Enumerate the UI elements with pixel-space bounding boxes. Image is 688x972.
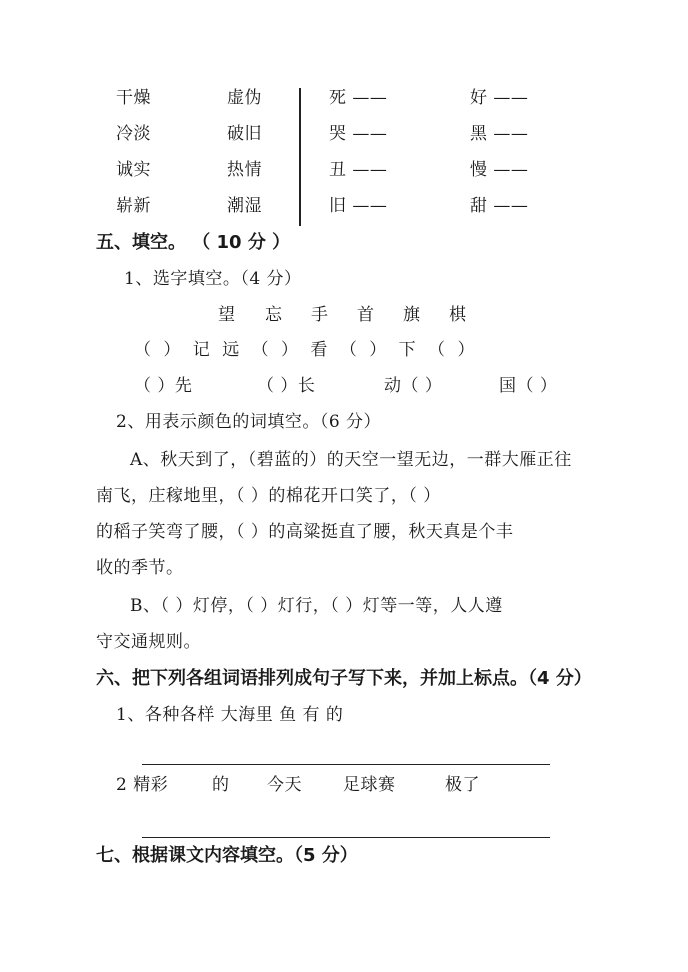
paragraph-line: 收的季节。 (96, 558, 184, 578)
choice-char: 棋 (449, 305, 467, 325)
section-title: 六、把下列各组词语排列成句子写下来，并加上标点。（4 分） (96, 668, 592, 689)
choice-char: 望 (218, 305, 236, 325)
word-item: 冷淡 (116, 124, 151, 144)
antonym-item: 甜 —— (470, 196, 529, 216)
word-item: 诚实 (116, 160, 151, 180)
word-item: 虚伪 (227, 88, 262, 108)
paragraph-line: B、（ ）灯停，（ ）灯行，（ ）灯等一等，人人遵 (130, 596, 503, 616)
question-label: 2、用表示颜色的词填空。（6 分） (116, 412, 382, 432)
word-item: 破旧 (227, 124, 262, 144)
choice-char: 手 (311, 305, 329, 325)
antonym-item: 黑 —— (470, 124, 529, 144)
word-group: 今天 (267, 775, 302, 795)
question-label: 1、选字填空。（4 分） (124, 269, 302, 289)
fill-item: （ ）先 (134, 376, 193, 396)
fill-item: 国（ ） (499, 376, 558, 396)
antonym-item: 死 —— (329, 88, 388, 108)
answer-line (142, 764, 550, 765)
word-item: 热情 (227, 160, 262, 180)
word-group: 的 (212, 775, 230, 795)
paragraph-line: 南飞，庄稼地里，（ ）的棉花开口笑了，（ ） (96, 486, 441, 506)
fill-item: （ ）长 (257, 376, 316, 396)
antonym-item: 哭 —— (329, 124, 388, 144)
word-group: 足球赛 (343, 775, 396, 795)
choice-char: 忘 (265, 305, 283, 325)
table-divider (299, 88, 301, 226)
choice-char: 首 (357, 305, 375, 325)
antonym-item: 丑 —— (329, 160, 388, 180)
fill-line: （ ） 记 远 （ ） 看 （ ） 下 （ ） (134, 340, 475, 360)
fill-item: 动（ ） (384, 376, 443, 396)
choice-char: 旗 (403, 305, 421, 325)
word-item: 干燥 (116, 88, 151, 108)
word-item: 崭新 (116, 196, 151, 216)
section-title: 五、填空。 （ 10 分 ） (96, 232, 291, 253)
antonym-item: 旧 —— (329, 196, 388, 216)
word-group: 2 精彩 (116, 775, 169, 795)
paragraph-line: 的稻子笑弯了腰，（ ）的高粱挺直了腰，秋天真是个丰 (96, 522, 514, 542)
question-label: 1、各种各样 大海里 鱼 有 的 (116, 705, 344, 725)
paragraph-line: 守交通规则。 (96, 632, 201, 652)
paragraph-line: A、秋天到了，（碧蓝的）的天空一望无边，一群大雁正往 (130, 450, 572, 470)
word-group: 极了 (445, 775, 480, 795)
antonym-item: 慢 —— (470, 160, 529, 180)
word-item: 潮湿 (227, 196, 262, 216)
answer-line (142, 837, 550, 838)
section-title: 七、根据课文内容填空。（5 分） (96, 845, 358, 866)
antonym-item: 好 —— (470, 88, 529, 108)
